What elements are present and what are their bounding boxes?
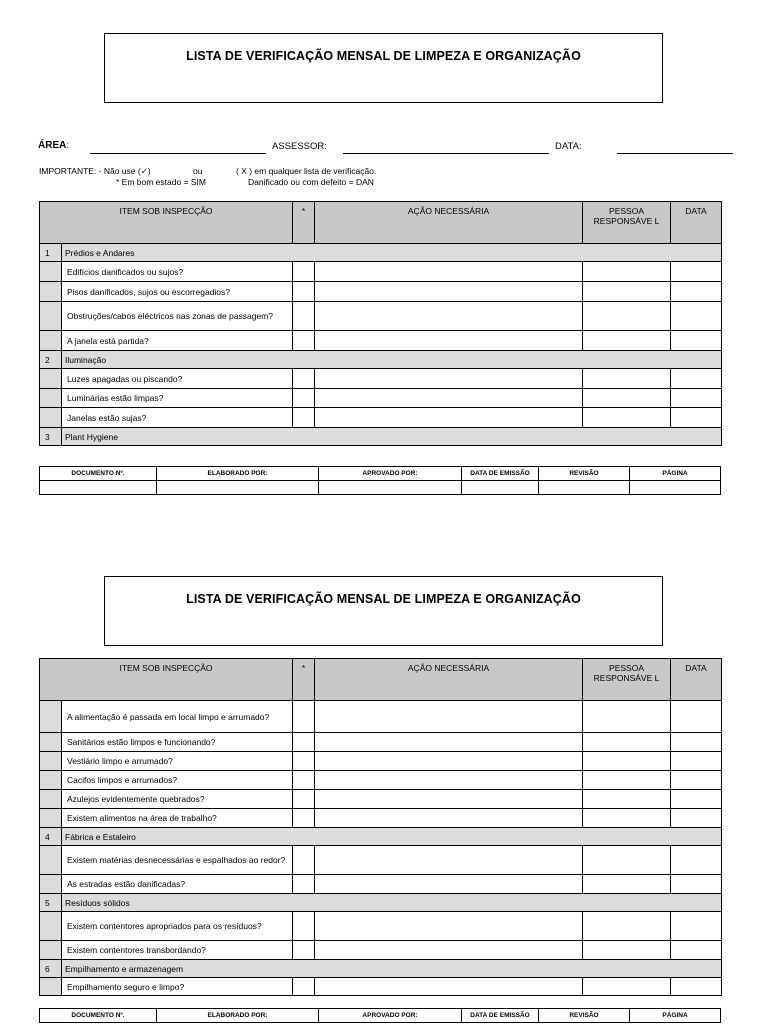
person-cell[interactable] <box>583 752 671 771</box>
person-cell[interactable] <box>583 262 671 282</box>
footer-issue-date-value[interactable] <box>462 481 539 495</box>
table-row <box>40 389 722 408</box>
section-row <box>40 828 722 846</box>
status-cell[interactable] <box>293 408 315 428</box>
item-text: Pisos danificados, sujos ou escorregadios? <box>62 282 293 302</box>
action-cell[interactable] <box>315 701 583 733</box>
table-row <box>40 282 722 302</box>
status-cell[interactable] <box>293 302 315 331</box>
page2-checklist-table <box>39 658 722 996</box>
table-row <box>40 369 722 389</box>
person-cell[interactable] <box>583 369 671 389</box>
status-cell[interactable] <box>293 752 315 771</box>
date-cell[interactable] <box>671 733 722 752</box>
section-number: 4 <box>40 828 62 846</box>
table-row <box>40 809 722 828</box>
header-row <box>40 202 722 244</box>
item-text: Luminárias estão limpas? <box>62 389 293 408</box>
action-cell[interactable] <box>315 282 583 302</box>
item-text: Empilhamento seguro e limpo? <box>62 978 293 996</box>
date-cell[interactable] <box>671 389 722 408</box>
action-cell[interactable] <box>315 790 583 809</box>
item-text: Obstruções/cabos eléctricos nas zonas de passagem? <box>62 302 293 331</box>
item-text: As estradas estão danificadas? <box>62 875 293 894</box>
item-text: Janelas estão sujas? <box>62 408 293 428</box>
section-row <box>40 894 722 912</box>
table-row <box>40 752 722 771</box>
person-cell[interactable] <box>583 771 671 790</box>
important-line2-a: * Em bom estado = SIM <box>116 177 206 187</box>
date-cell[interactable] <box>671 809 722 828</box>
person-cell[interactable] <box>583 282 671 302</box>
date-cell[interactable] <box>671 846 722 875</box>
table-row <box>40 846 722 875</box>
person-cell[interactable] <box>583 408 671 428</box>
table-row <box>40 790 722 809</box>
col-star-header: * <box>293 659 315 701</box>
person-cell[interactable] <box>583 809 671 828</box>
action-cell[interactable] <box>315 912 583 941</box>
action-cell[interactable] <box>315 408 583 428</box>
important-line1-c: ( X ) em qualquer lista de verificação. <box>236 166 377 176</box>
date-label: DATA: <box>555 141 582 152</box>
date-cell[interactable] <box>671 302 722 331</box>
page1-checklist-table <box>39 201 722 446</box>
item-text: Luzes apagadas ou piscando? <box>62 369 293 389</box>
date-cell[interactable] <box>671 978 722 996</box>
item-text: A alimentação é passada em local limpo e arrumado? <box>62 701 293 733</box>
table-row <box>40 733 722 752</box>
section-row <box>40 960 722 978</box>
status-cell[interactable] <box>293 790 315 809</box>
date-cell[interactable] <box>671 790 722 809</box>
col-person-header: PESSOA RESPONSÁVE L <box>583 659 671 701</box>
important-line1-a: IMPORTANTE: - Não use (✓) <box>39 166 151 176</box>
status-cell[interactable] <box>293 262 315 282</box>
footer-page-value[interactable] <box>630 481 721 495</box>
area-label-wrap <box>38 140 69 151</box>
section-title: Iluminação <box>62 351 722 369</box>
date-cell[interactable] <box>671 875 722 894</box>
person-cell[interactable] <box>583 302 671 331</box>
table-row <box>40 408 722 428</box>
person-cell[interactable] <box>583 941 671 960</box>
table-row <box>40 875 722 894</box>
footer-page-label: PÁGINA <box>630 467 721 481</box>
section-number: 2 <box>40 351 62 369</box>
footer-revision-label: REVISÃO <box>539 1009 630 1023</box>
col-date-header: DATA <box>671 202 722 244</box>
important-line2-b: Danificado ou com defeito = DAN <box>248 177 374 187</box>
action-cell[interactable] <box>315 262 583 282</box>
action-cell[interactable] <box>315 771 583 790</box>
person-cell[interactable] <box>583 875 671 894</box>
section-number: 6 <box>40 960 62 978</box>
footer-revision-label: REVISÃO <box>539 467 630 481</box>
person-cell[interactable] <box>583 790 671 809</box>
footer-page-label: PÁGINA <box>630 1009 721 1023</box>
section-title: Empilhamento e armazenagem <box>62 960 722 978</box>
item-text: Existem alimentos na área de trabalho? <box>62 809 293 828</box>
table-row <box>40 978 722 996</box>
col-date-header: DATA <box>671 659 722 701</box>
action-cell[interactable] <box>315 302 583 331</box>
action-cell[interactable] <box>315 941 583 960</box>
section-number: 5 <box>40 894 62 912</box>
date-cell[interactable] <box>671 262 722 282</box>
date-cell[interactable] <box>671 369 722 389</box>
section-row <box>40 351 722 369</box>
person-cell[interactable] <box>583 733 671 752</box>
table-row <box>40 771 722 790</box>
footer-issue-date-label: DATA DE EMISSÃO <box>462 1009 539 1023</box>
footer-prepared-label: ELABORADO POR: <box>157 467 319 481</box>
header-row <box>40 659 722 701</box>
status-cell[interactable] <box>293 369 315 389</box>
important-line1-b: ou <box>193 166 203 176</box>
section-title: Resíduos sólidos <box>62 894 722 912</box>
page1-footer-table <box>39 466 721 495</box>
date-cell[interactable] <box>671 941 722 960</box>
footer-doc-label: DOCUMENTO Nº. <box>40 1009 157 1023</box>
item-text: Edifícios danificados ou sujos? <box>62 262 293 282</box>
page2-title-box <box>104 576 663 646</box>
person-cell[interactable] <box>583 331 671 351</box>
table-row <box>40 302 722 331</box>
status-cell[interactable] <box>293 733 315 752</box>
status-cell[interactable] <box>293 331 315 351</box>
date-cell[interactable] <box>671 701 722 733</box>
footer-approved-value[interactable] <box>319 481 462 495</box>
page2-footer-table <box>39 1008 721 1023</box>
item-text: Azulejos evidentemente quebrados? <box>62 790 293 809</box>
section-title: Prédios e Andares <box>62 244 722 262</box>
status-cell[interactable] <box>293 282 315 302</box>
col-star-header: * <box>293 202 315 244</box>
section-title: Fábrica e Estaleiro <box>62 828 722 846</box>
table-row <box>40 912 722 941</box>
footer-doc-value[interactable] <box>40 481 157 495</box>
action-cell[interactable] <box>315 809 583 828</box>
status-cell[interactable] <box>293 875 315 894</box>
status-cell[interactable] <box>293 941 315 960</box>
area-colon: : <box>66 140 70 151</box>
section-number: 1 <box>40 244 62 262</box>
status-cell[interactable] <box>293 846 315 875</box>
item-text: Existem matérias desnecessárias e espalhados ao redor? <box>62 846 293 875</box>
date-cell[interactable] <box>671 912 722 941</box>
col-action-header: AÇÃO NECESSÁRIA <box>315 202 583 244</box>
assessor-label: ASSESSOR: <box>272 141 327 152</box>
item-text: Vestiário limpo e arrumado? <box>62 752 293 771</box>
footer-approved-label: APROVADO POR: <box>319 1009 462 1023</box>
item-text: Existem contentores transbordando? <box>62 941 293 960</box>
action-cell[interactable] <box>315 389 583 408</box>
page1-title-box <box>104 33 663 103</box>
footer-prepared-value[interactable] <box>157 481 319 495</box>
table-row <box>40 262 722 282</box>
table-row <box>40 941 722 960</box>
person-cell[interactable] <box>583 389 671 408</box>
person-cell[interactable] <box>583 846 671 875</box>
status-cell[interactable] <box>293 809 315 828</box>
footer-issue-date-label: DATA DE EMISSÃO <box>462 467 539 481</box>
date-cell[interactable] <box>671 771 722 790</box>
date-cell[interactable] <box>671 752 722 771</box>
action-cell[interactable] <box>315 978 583 996</box>
col-person-header: PESSOA RESPONSÁVE L <box>583 202 671 244</box>
table-row <box>40 331 722 351</box>
section-row <box>40 428 722 446</box>
page1-title: LISTA DE VERIFICAÇÃO MENSAL DE LIMPEZA E ORGANIZAÇÃO <box>186 49 581 63</box>
area-input-line[interactable] <box>90 153 266 154</box>
action-cell[interactable] <box>315 733 583 752</box>
date-cell[interactable] <box>671 331 722 351</box>
action-cell[interactable] <box>315 752 583 771</box>
assessor-input-line[interactable] <box>343 153 549 154</box>
status-cell[interactable] <box>293 978 315 996</box>
col-item-header: ITEM SOB INSPECÇÃO <box>40 202 293 244</box>
col-action-header: AÇÃO NECESSÁRIA <box>315 659 583 701</box>
action-cell[interactable] <box>315 369 583 389</box>
action-cell[interactable] <box>315 331 583 351</box>
section-row <box>40 244 722 262</box>
footer-approved-label: APROVADO POR: <box>319 467 462 481</box>
page2-title: LISTA DE VERIFICAÇÃO MENSAL DE LIMPEZA E ORGANIZAÇÃO <box>186 592 581 606</box>
person-cell[interactable] <box>583 978 671 996</box>
status-cell[interactable] <box>293 771 315 790</box>
date-cell[interactable] <box>671 408 722 428</box>
col-item-header: ITEM SOB INSPECÇÃO <box>40 659 293 701</box>
item-text: Sanitários estão limpos e funcionando? <box>62 733 293 752</box>
section-title: Plant Hygiene <box>62 428 722 446</box>
action-cell[interactable] <box>315 846 583 875</box>
table-row <box>40 701 722 733</box>
footer-doc-label: DOCUMENTO Nº. <box>40 467 157 481</box>
person-cell[interactable] <box>583 912 671 941</box>
section-number: 3 <box>40 428 62 446</box>
item-text: A janela está partida? <box>62 331 293 351</box>
item-text: Existem contentores apropriados para os resíduos? <box>62 912 293 941</box>
status-cell[interactable] <box>293 701 315 733</box>
area-label: ÁREA <box>38 140 67 151</box>
footer-revision-value[interactable] <box>539 481 630 495</box>
item-text: Cacifos limpos e arrumados? <box>62 771 293 790</box>
date-cell[interactable] <box>671 282 722 302</box>
date-input-line[interactable] <box>617 153 733 154</box>
footer-prepared-label: ELABORADO POR: <box>157 1009 319 1023</box>
status-cell[interactable] <box>293 389 315 408</box>
status-cell[interactable] <box>293 912 315 941</box>
person-cell[interactable] <box>583 701 671 733</box>
action-cell[interactable] <box>315 875 583 894</box>
